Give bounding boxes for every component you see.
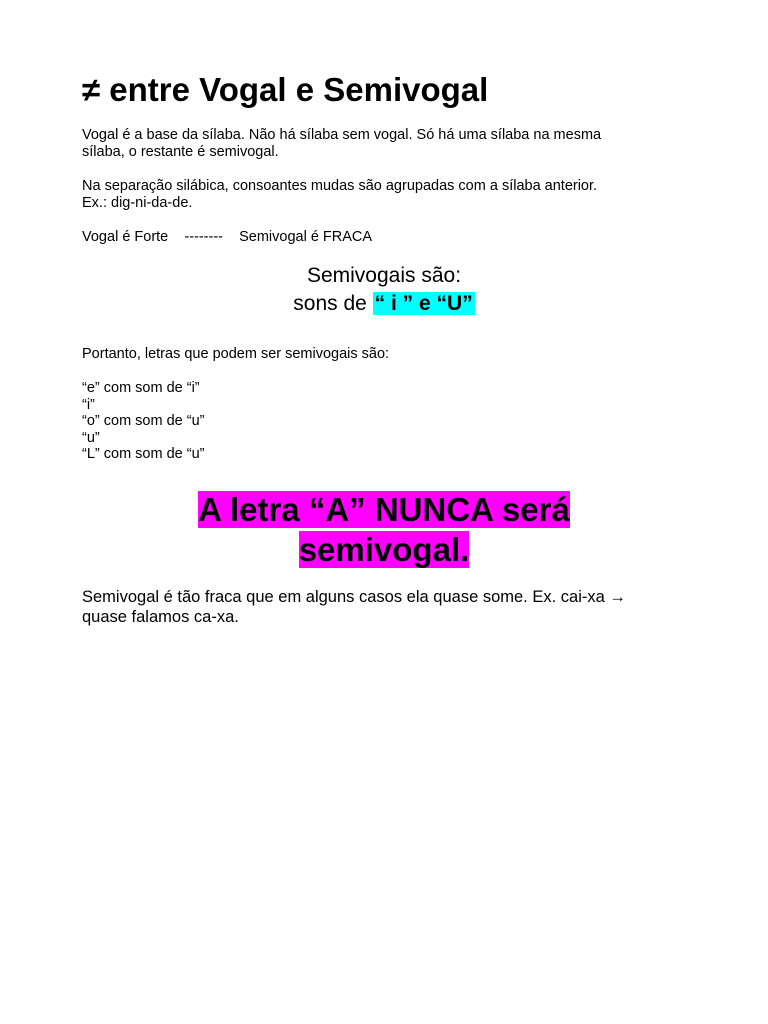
paragraph-line: sílaba, o restante é semivogal.: [82, 144, 279, 160]
paragraph-forte-fraca: Vogal é Forte -------- Semivogal é FRACA: [82, 229, 373, 245]
emphasis-statement: [82, 490, 686, 570]
emphasis-line: semivogal.: [298, 531, 470, 568]
semivogais-heading: [82, 262, 686, 318]
semivogais-line: Semivogais são:: [306, 264, 462, 287]
semivowel-list: [82, 380, 692, 463]
paragraph-line: Vogal é a base da sílaba. Não há sílaba sem vogal. Só há uma sílaba na mesma: [82, 127, 602, 143]
paragraph-portanto: Portanto, letras que podem ser semivogais são:: [82, 346, 390, 362]
paragraph-line: Semivogal é tão fraca que em alguns casos ela quase some. Ex. cai-xa →: [82, 588, 626, 606]
paragraph-line: Na separação silábica, consoantes mudas são agrupadas com a sílaba anterior.: [82, 178, 598, 194]
list-item: “o” com som de “u”: [82, 413, 205, 430]
semivogais-sons-line: [82, 290, 686, 318]
paragraph-vogal-base: [82, 127, 692, 161]
list-item: “u”: [82, 429, 100, 446]
sons-prefix: sons de: [293, 292, 373, 315]
list-item: “L” com som de “u”: [82, 446, 205, 463]
list-item: “i”: [82, 396, 95, 413]
paragraph-separacao: [82, 178, 692, 212]
paragraph-line: Ex.: dig-ni-da-de.: [82, 195, 193, 211]
list-item: “e” com som de “i”: [82, 380, 200, 396]
paragraph-line: quase falamos ca-xa.: [82, 608, 239, 626]
paragraph-closing: [82, 587, 692, 627]
highlighted-sounds: “ i ” e “U”: [374, 292, 473, 315]
emphasis-line: A letra “A” NUNCA será: [198, 491, 570, 528]
page-title: ≠ entre Vogal e Semivogal: [82, 71, 489, 108]
